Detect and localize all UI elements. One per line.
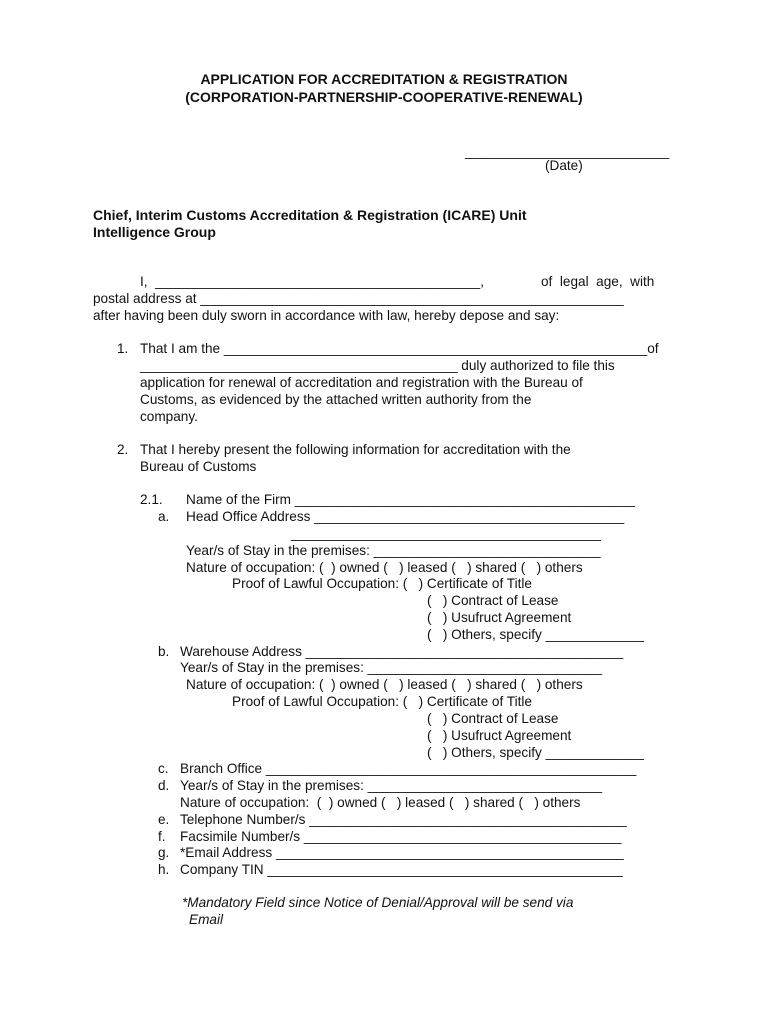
facsimile-field[interactable]: Facsimile Number/s __________________________________________	[180, 829, 622, 844]
item-2-1-number: 2.1.	[140, 492, 163, 507]
warehouse-proof-usufruct[interactable]: ( ) Usufruct Agreement	[427, 728, 572, 743]
warehouse-stay-field[interactable]: Year/s of Stay in the premises: _______________________________	[180, 660, 603, 675]
head-office-nature-options[interactable]: Nature of occupation: ( ) owned ( ) leased ( ) shared ( ) others	[186, 560, 583, 575]
tin-letter: h.	[158, 862, 170, 877]
facsimile-letter: f.	[158, 829, 166, 844]
branch-letter: c.	[158, 761, 169, 776]
head-office-proof-others[interactable]: ( ) Others, specify _____________	[427, 627, 644, 642]
date-line[interactable]: ___________________________	[465, 144, 670, 159]
item-1-text: application for renewal of accreditation and registration with the Bureau of	[140, 375, 583, 390]
warehouse-nature-options[interactable]: Nature of occupation: ( ) owned ( ) leased ( ) shared ( ) others	[186, 677, 583, 692]
intro-name-field[interactable]: I, ___________________________________________,	[140, 274, 484, 289]
email-letter: g.	[158, 845, 170, 860]
branch-stay-field[interactable]: Year/s of Stay in the premises: _______________________________	[180, 778, 603, 793]
form-subtitle: (CORPORATION-PARTNERSHIP-COOPERATIVE-RENEWAL)	[185, 89, 583, 105]
intro-legal-age: of legal age, with	[541, 274, 655, 289]
item-2-number: 2.	[117, 442, 129, 457]
mandatory-note: *Mandatory Field since Notice of Denial/Approval will be send via	[182, 895, 574, 910]
addressee-line-1: Chief, Interim Customs Accreditation & Registration (ICARE) Unit	[93, 207, 527, 223]
item-1-number: 1.	[117, 341, 129, 356]
intro-oath: after having been duly sworn in accordance with law, hereby depose and say:	[93, 308, 560, 323]
warehouse-address-field[interactable]: Warehouse Address __________________________________________	[180, 644, 624, 659]
item-2-text: That I hereby present the following information for accreditation with the	[140, 442, 571, 457]
telephone-letter: e.	[158, 812, 170, 827]
warehouse-proof-others[interactable]: ( ) Others, specify _____________	[427, 745, 644, 760]
head-office-stay-field[interactable]: Year/s of Stay in the premises: ______________________________	[186, 543, 601, 558]
item-2-text: Bureau of Customs	[140, 459, 257, 474]
warehouse-letter: b.	[158, 644, 170, 659]
head-office-address-field[interactable]: Head Office Address _________________________________________	[186, 509, 625, 524]
head-office-proof-title[interactable]: Proof of Lawful Occupation: ( ) Certificate of Title	[232, 576, 532, 591]
email-field[interactable]: *Email Address ______________________________________________	[180, 845, 624, 860]
addressee-line-2: Intelligence Group	[93, 224, 216, 240]
item-1-text: Customs, as evidenced by the attached written authority from the	[140, 392, 532, 407]
item-1-company-field[interactable]: __________________________________________ duly authorized to file this	[140, 358, 615, 373]
date-label: (Date)	[545, 158, 583, 173]
head-office-letter: a.	[158, 509, 170, 524]
intro-postal-address[interactable]: postal address at ________________________________________________________	[93, 291, 624, 306]
mandatory-note-line-2: Email	[189, 912, 223, 927]
telephone-field[interactable]: Telephone Number/s __________________________________________	[180, 812, 627, 827]
warehouse-proof-title[interactable]: Proof of Lawful Occupation: ( ) Certificate of Title	[232, 694, 532, 709]
firm-name-field[interactable]: Name of the Firm _____________________________________________	[186, 492, 635, 507]
warehouse-proof-lease[interactable]: ( ) Contract of Lease	[427, 711, 559, 726]
branch-stay-letter: d.	[158, 778, 170, 793]
form-title: APPLICATION FOR ACCREDITATION & REGISTRATION	[200, 71, 568, 87]
item-1-position-field[interactable]: That I am the ________________________________________________________of	[140, 341, 659, 356]
branch-nature-options[interactable]: Nature of occupation: ( ) owned ( ) leased ( ) shared ( ) others	[180, 795, 581, 810]
head-office-proof-lease[interactable]: ( ) Contract of Lease	[427, 593, 559, 608]
head-office-proof-usufruct[interactable]: ( ) Usufruct Agreement	[427, 610, 572, 625]
branch-office-field[interactable]: Branch Office _________________________________________________	[180, 761, 637, 776]
item-1-text: company.	[140, 409, 198, 424]
company-tin-field[interactable]: Company TIN _______________________________________________	[180, 862, 623, 877]
head-office-address-field-2[interactable]: _________________________________________	[291, 526, 601, 541]
